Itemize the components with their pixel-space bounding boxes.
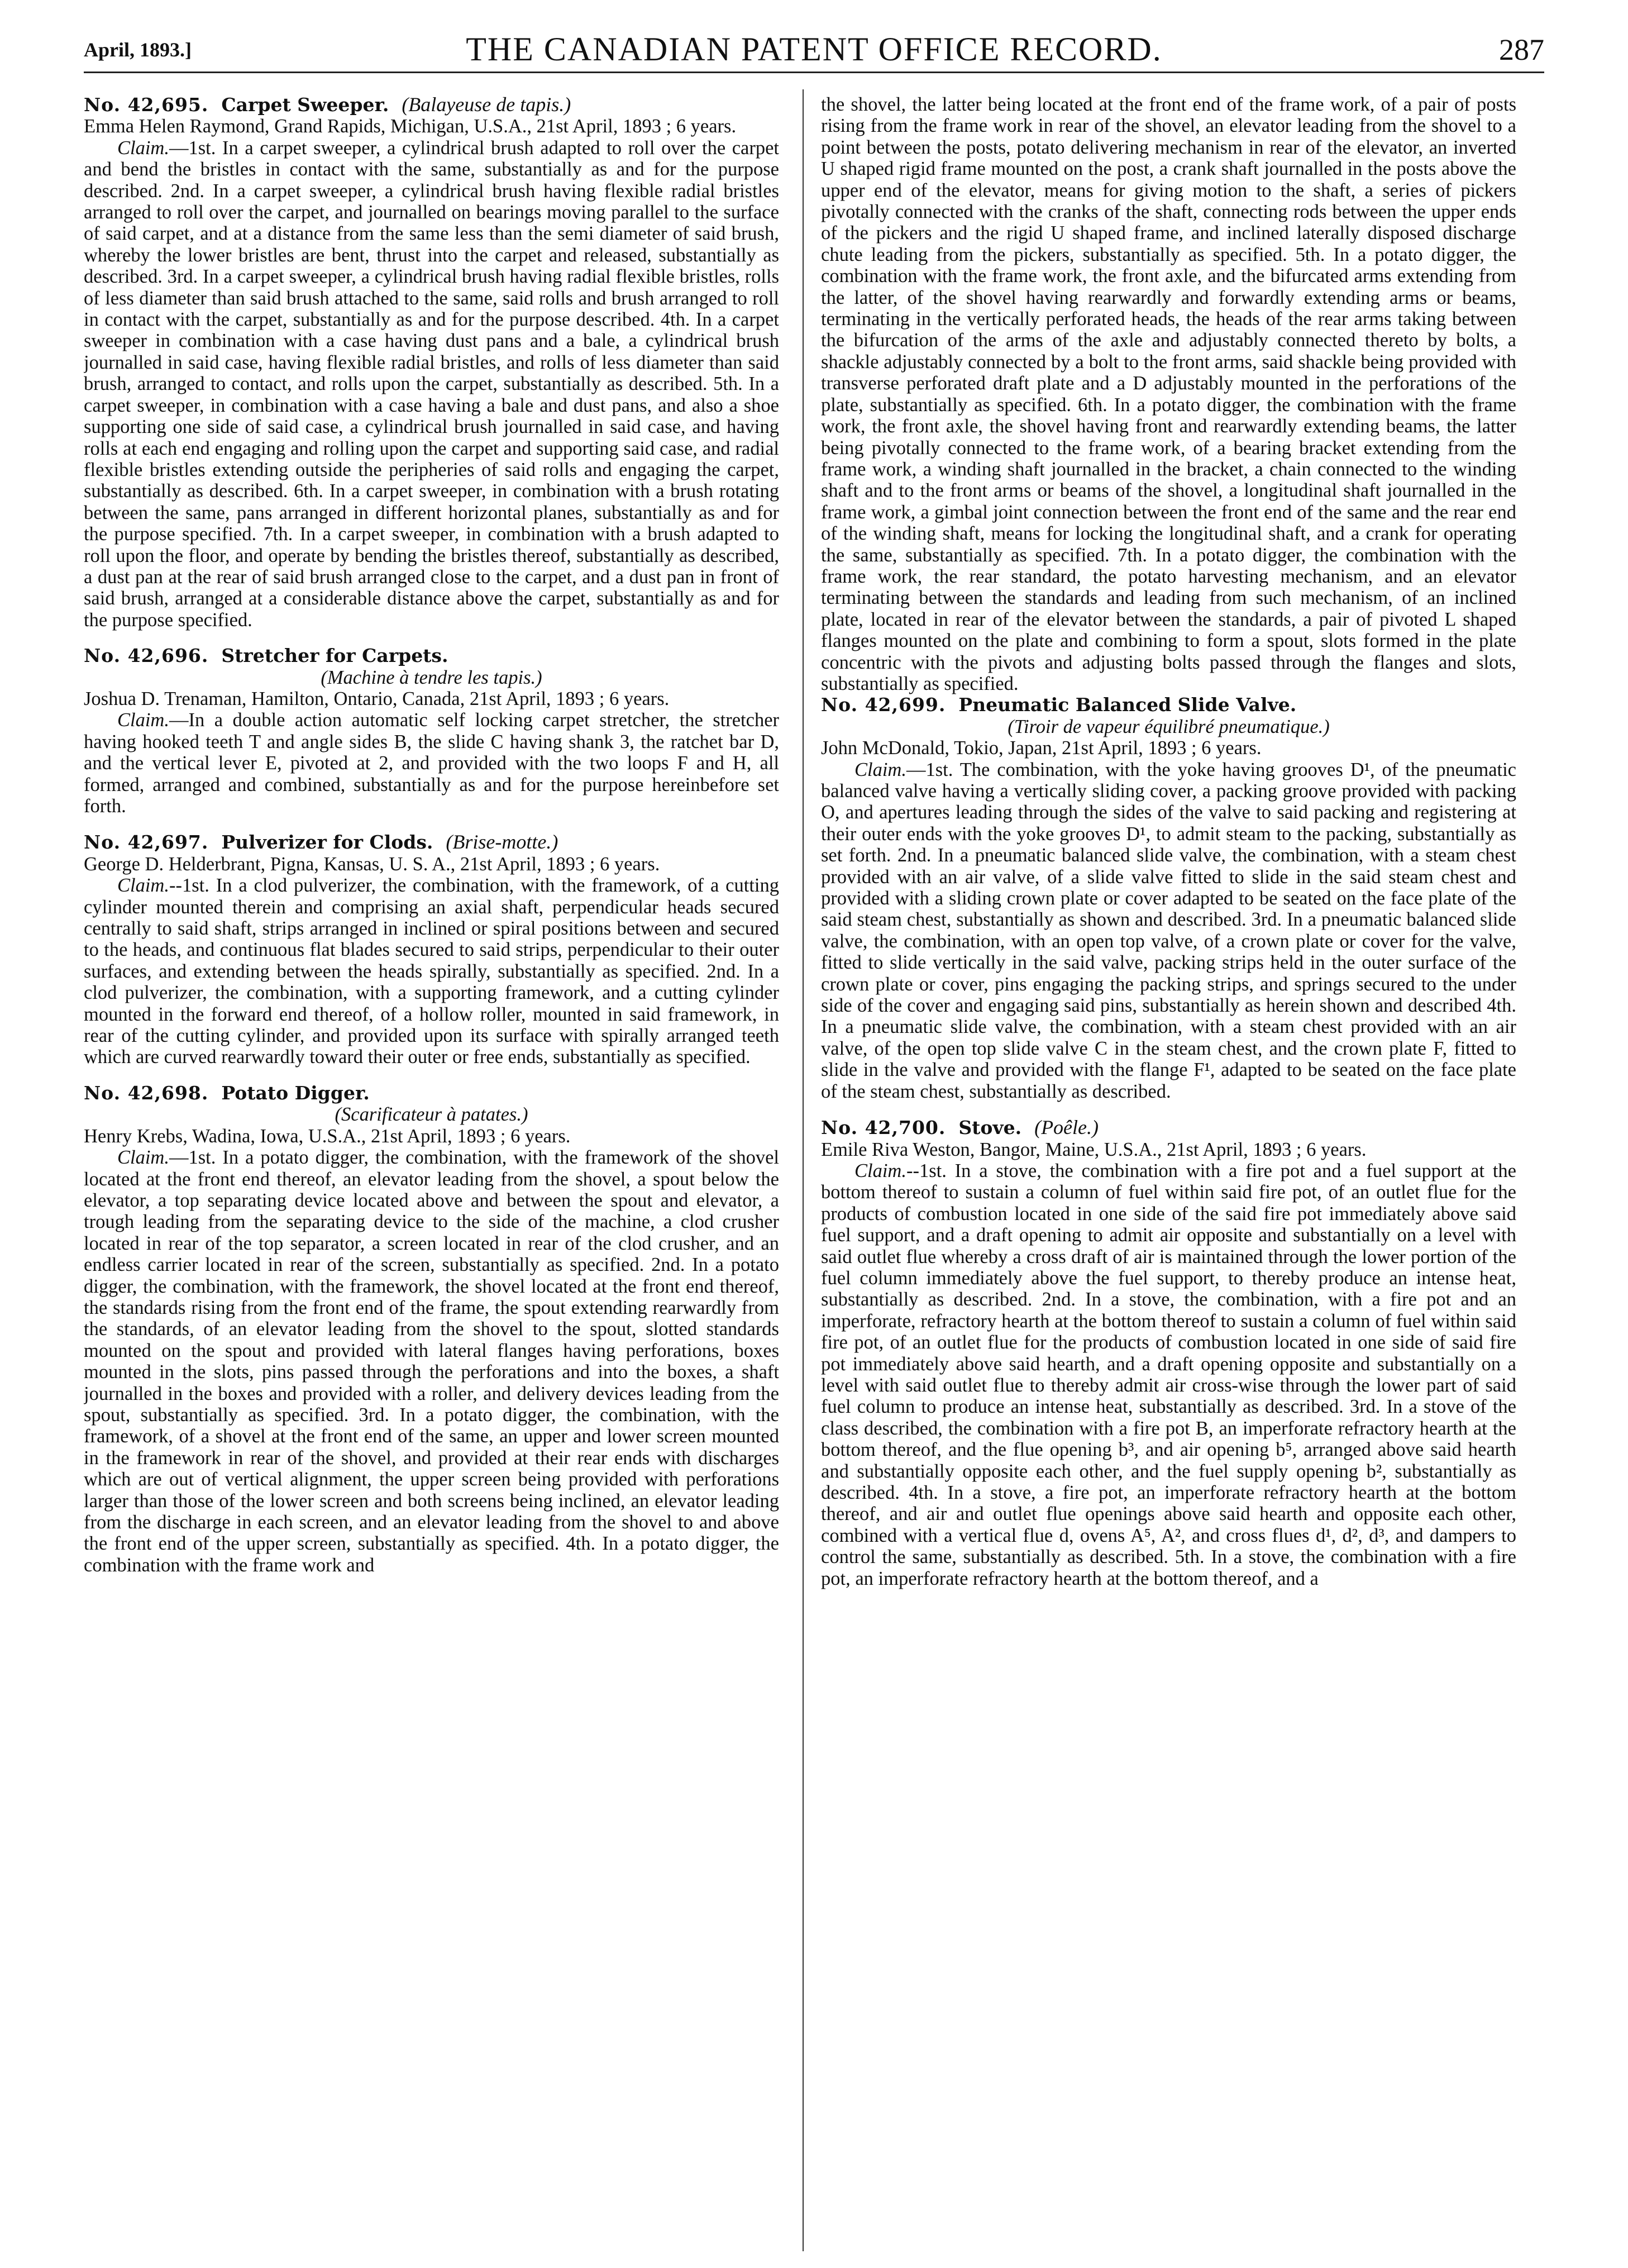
claim-body: —1st. The combination, with the yoke having grooves D¹, of the pneumatic balanced valve having a vertically sliding cover, a packing groove provided with packing O, and apertures leading through the sides of the valve to said packing and registering at their outer ends with the yoke grooves D¹, to admit steam to the packing, substantially as set forth. 2nd. In a pneumatic balanced slide valve, the combination, with a steam chest provided with an air valve, of a slide valve fitted to slide in the said steam chest and provided with a sliding crown plate or cover adapted to be seated on the face plate of the said steam chest, substantially as shown and described. 3rd. In a pneumatic balanced slide valve, the combination, with an open top valve, of a crown plate or cover for the valve, fitted to slide vertically in the said valve, packing strips held in the outer surface of the crown plate or cover, pins engaging the packing strips, and springs secured to the under side of the cover and engaging said pins, substantially as herein shown and described 4th. In a pneumatic slide valve, the combination, with a steam chest provided with an air valve, of the open top slide valve C in the steam chest, and the crown plate F, fitted to slide in the valve and provided with the flange F¹, adapted to be seated on the face plate of the steam chest, substantially as described. — [821, 759, 1516, 1102]
patent-entry — [821, 1117, 1516, 1589]
claim-label: Claim. — [117, 875, 169, 897]
header-title: THE CANADIAN PATENT OFFICE RECORD. — [466, 31, 1162, 68]
claim-text — [821, 1160, 1516, 1589]
left-column — [84, 94, 779, 2250]
patent-entry — [84, 94, 779, 631]
patent-number: No. 42,695. — [84, 94, 209, 116]
claim-body: --1st. In a clod pulverizer, the combination, with the framework, of a cutting cylinder mounted therein and comprising an axial shaft, perpendicular heads secured centrally to said shaft, strips arranged in inclined or spiral positions between and secured to the heads, and continuous flat blades secured to said strips, perpendicular to their outer surfaces, and extending between the heads spirally, substantially as specified. 2nd. In a clod pulverizer, the combination, with a supporting framework, and a cutting cylinder mounted in the forward end thereof, of a hollow roller, mounted in said framework, in rear of the cutting cylinder, and provided upon its surface with spirally arranged teeth which are curved rearwardly toward their outer or free ends, substantially as specified. — [84, 875, 779, 1068]
claim-text — [84, 875, 779, 1068]
page-number: 287 — [1499, 33, 1544, 66]
patent-number: No. 42,696. — [84, 645, 209, 667]
claim-label: Claim. — [117, 137, 169, 159]
patent-number: No. 42,698. — [84, 1081, 209, 1104]
french-title: (Balayeuse de tapis.) — [402, 94, 571, 116]
patent-title: Stove. — [958, 1117, 1022, 1139]
right-column — [821, 94, 1516, 2250]
patent-entry — [84, 1083, 779, 1576]
page-header — [84, 27, 1544, 77]
patent-title: Stretcher for Carpets. — [221, 645, 448, 667]
claim-body: —In a double action automatic self locking carpet stretcher, the stretcher having hooked teeth T and angle sides B, the slide C having shank 3, the ratchet bar D, and the vertical lever E, pivoted at 2, and provided with the two loops F and H, all formed, arranged and combined, substantially as and for the purpose hereinbefore set forth. — [84, 709, 779, 817]
applicant: Emma Helen Raymond, Grand Rapids, Michigan, U.S.A., 21st April, 1893 ; 6 years. — [84, 116, 737, 137]
claim-label: Claim. — [117, 1147, 169, 1169]
applicant: Joshua D. Trenaman, Hamilton, Ontario, Canada, 21st April, 1893 ; 6 years. — [84, 688, 670, 709]
claim-body: --1st. In a stove, the combination with a fire pot and a fuel support at the bottom thereof to sustain a column of fuel within said fire pot, of an outlet flue for the products of combustion located in one side of the said fire pot immediately above said fuel support, and a draft opening to admit air opposite and substantially on a level with said outlet flue whereby a cross draft of air is maintained through the lower portion of the fuel column immediately above the fuel support, to thereby produce an intense heat, substantially as described. 2nd. In a stove, the combination, with a fire pot and an imperforate, refractory hearth at the bottom thereof to sustain a column of fuel within said fire pot, of an outlet flue for the products of combustion located in one side of said fire pot immediately above said hearth, and a draft opening opposite and substantially on a level with said outlet flue to thereby admit air cross-wise through the lower part of said fuel column to produce an intense heat, substantially as described. 3rd. In a stove of the class described, the combination with a fire pot B, an imperforate refractory hearth at the bottom thereof, and the flue opening b³, and air opening b⁵, arranged above said hearth and substantially opposite each other, and the fuel supply opening b², substantially as described. 4th. In a stove, a fire pot, an imperforate refractory hearth at the bottom thereof, and air and outlet flue openings above said hearth and opposite each other, combined with a vertical flue d, ovens A⁵, A², and cross flues d¹, d², d³, and dampers to control the same, substantially as described. 5th. In a stove, the combination with a fire pot, an imperforate refractory hearth at the bottom thereof, and a — [821, 1160, 1516, 1589]
french-title: (Machine à tendre les tapis.) — [321, 666, 542, 688]
applicant: John McDonald, Tokio, Japan, 21st April, 1893 ; 6 years. — [821, 737, 1262, 759]
claim-label: Claim. — [854, 759, 906, 780]
claim-text — [84, 1147, 779, 1576]
applicant: Emile Riva Weston, Bangor, Maine, U.S.A., 21st April, 1893 ; 6 years. — [821, 1138, 1367, 1160]
entry-heading — [84, 831, 779, 853]
patent-entry — [84, 645, 779, 817]
patent-number: No. 42,699. — [821, 694, 946, 716]
claim-label: Claim. — [117, 709, 169, 731]
french-title: (Scarificateur à patates.) — [335, 1104, 528, 1126]
french-title: (Brise-motte.) — [446, 831, 558, 854]
patent-number: No. 42,697. — [84, 831, 209, 854]
claim-text — [84, 137, 779, 631]
entry-heading — [84, 645, 779, 666]
patent-title: Pneumatic Balanced Slide Valve. — [958, 694, 1297, 716]
entry-heading — [84, 1083, 779, 1104]
header-date: April, 1893.] — [84, 39, 192, 61]
applicant: George D. Helderbrant, Pigna, Kansas, U. S. A., 21st April, 1893 ; 6 years. — [84, 853, 660, 875]
entry-heading — [821, 1117, 1516, 1138]
patent-number: No. 42,700. — [821, 1117, 946, 1139]
french-title: (Tiroir de vapeur équilibré pneumatique.) — [1008, 716, 1330, 737]
claim-continuation: the shovel, the latter being located at the front end of the frame work, of a pair of posts rising from the frame work in rear of the shovel, an elevator leading from the shovel to a point between the posts, potato delivering mechanism in rear of the elevator, an inverted U shaped rigid frame mounted on the post, a crank shaft journalled in the posts above the upper end of the elevator, means for giving motion to the shaft, a series of pickers pivotally connected with the cranks of the shaft, connecting rods between the upper ends of the pickers and the rigid U shaped frame, and inclined laterally disposed discharge chute leading from the pickers, substantially as specified. 5th. In a potato digger, the combination with the frame work, the front axle, and the bifurcated arms extending from the latter, of the shovel having rearwardly and forwardly extending arms or beams, terminating in the vertically perforated heads, the heads of the rear arms taking between the bifurcation of the arms of the axle and adjustably connected thereto by bolts, a shackle adjustably connected by a bolt to the front arms, said shackle being provided with transverse perforated draft plate and a D adjustably mounted in the perforations of the plate, substantially as specified. 6th. In a potato digger, the combination with the frame work, the front axle, the shovel having front and rearwardly extending beams, the latter being pivotally connected to the frame work, of a bearing bracket extending from the frame work, a winding shaft journalled in the bracket, a chain connected to the winding shaft and to the front arms or beams of the shovel, a longitudinal shaft journalled in the frame work, a gimbal joint connection between the front end of the same and the rear end of the winding shaft, means for locking the longitudinal shaft, and a crank for operating the same, substantially as specified. 7th. In a potato digger, the combination with the frame work, the rear standard, the potato harvesting mechanism, and an elevator terminating between the standards and leading from such mechanism, of an inclined plate, located in rear of the elevator between the standards, a pair of pivoted L shaped flanges mounted on the plate and combining to form a spout, slots formed in the plate concentric with the pivots and adjusting bolts passed through the flanges and slots, substantially as specified. — [821, 94, 1516, 694]
claim-text — [84, 709, 779, 817]
french-title: (Poêle.) — [1034, 1116, 1099, 1139]
claim-text — [821, 759, 1516, 1103]
entry-heading — [84, 94, 779, 116]
header-rule — [84, 72, 1544, 73]
claim-body: —1st. In a carpet sweeper, a cylindrical brush adapted to roll over the carpet and bend the bristles in contact with the same, substantially as and for the purpose described. 2nd. In a carpet sweeper, a cylindrical brush having flexible radial bristles arranged to roll over the carpet, and journalled on bearings moving parallel to the surface of said carpet, and at a distance from the same less than the semi diameter of said brush, whereby the lower bristles are bent, thrust into the carpet and released, substantially as described. 3rd. In a carpet sweeper, a cylindrical brush having radial flexible bristles, rolls of less diameter than said brush attached to the same, said rolls and brush arranged to roll in contact with the carpet, substantially as and for the purpose described. 4th. In a carpet sweeper in combination with a case having dust pans and a bale, a cylindrical brush journalled in said case, having flexible radial bristles, and rolls of less diameter than said brush, arranged to contact, and rolls upon the carpet, substantially as described. 5th. In a carpet sweeper, in combination with a case having a bale and dust pans, and also a shoe supporting one side of said case, a cylindrical brush journalled in said case, and having rolls at each end engaging and rolling upon the carpet and supporting said case, and radial flexible bristles extending outside the peripheries of said rolls and engaging the carpet, substantially as described. 6th. In a carpet sweeper, in combination with a brush rotating between the same, pans arranged in different horizontal planes, substantially as and for the purpose specified. 7th. In a carpet sweeper, in combination with a brush adapted to roll upon the floor, and operate by bending the bristles thereof, substantially as described, a dust pan at the rear of said brush arranged close to the carpet, and a dust pan in front of said brush, arranged at a considerable distance above the carpet, substantially as and for the purpose specified. — [84, 137, 779, 631]
patent-entry — [821, 694, 1516, 1102]
entry-heading — [821, 694, 1516, 716]
patent-title: Potato Digger. — [221, 1081, 370, 1104]
column-divider — [803, 89, 804, 2251]
patent-title: Pulverizer for Clods. — [221, 831, 433, 854]
claim-label: Claim. — [854, 1160, 906, 1181]
patent-title: Carpet Sweeper. — [221, 94, 389, 116]
patent-entry — [84, 831, 779, 1068]
applicant: Henry Krebs, Wadina, Iowa, U.S.A., 21st April, 1893 ; 6 years. — [84, 1125, 571, 1147]
claim-body: —1st. In a potato digger, the combination, with the framework of the shovel located at the front end thereof, an elevator leading from the shovel, a spout below the elevator, a top separating device located above and between the spout and elevator, a trough leading from the separating device to the side of the machine, a clod crusher located in rear of the top separator, a screen located in rear of the clod crusher, and an endless carrier located in rear of the screen, substantially as specified. 2nd. In a potato digger, the combination, with the framework, the shovel located at the front end thereof, the standards rising from the front end of the frame, the spout extending rearwardly from the standards, of an elevator leading from the shovel to the spout, slotted standards mounted on the spout and provided with lateral flanges having perforations, boxes mounted in the slots, pins passed through the perforations and into the boxes, a shaft journalled in the boxes and provided with a roller, and delivery devices leading from the spout, substantially as specified. 3rd. In a potato digger, the combination, with the framework, of a shovel at the front end of the same, an upper and lower screen mounted in the framework in rear of the shovel, and provided at their rear ends with discharges which are out of vertical alignment, the upper screen being provided with perforations larger than those of the lower screen and both screens being inclined, an elevator leading from the discharge in each screen, and an elevator leading from the shovel to and above the front end of the upper screen, substantially as specified. 4th. In a potato digger, the combination with the frame work and — [84, 1147, 779, 1576]
